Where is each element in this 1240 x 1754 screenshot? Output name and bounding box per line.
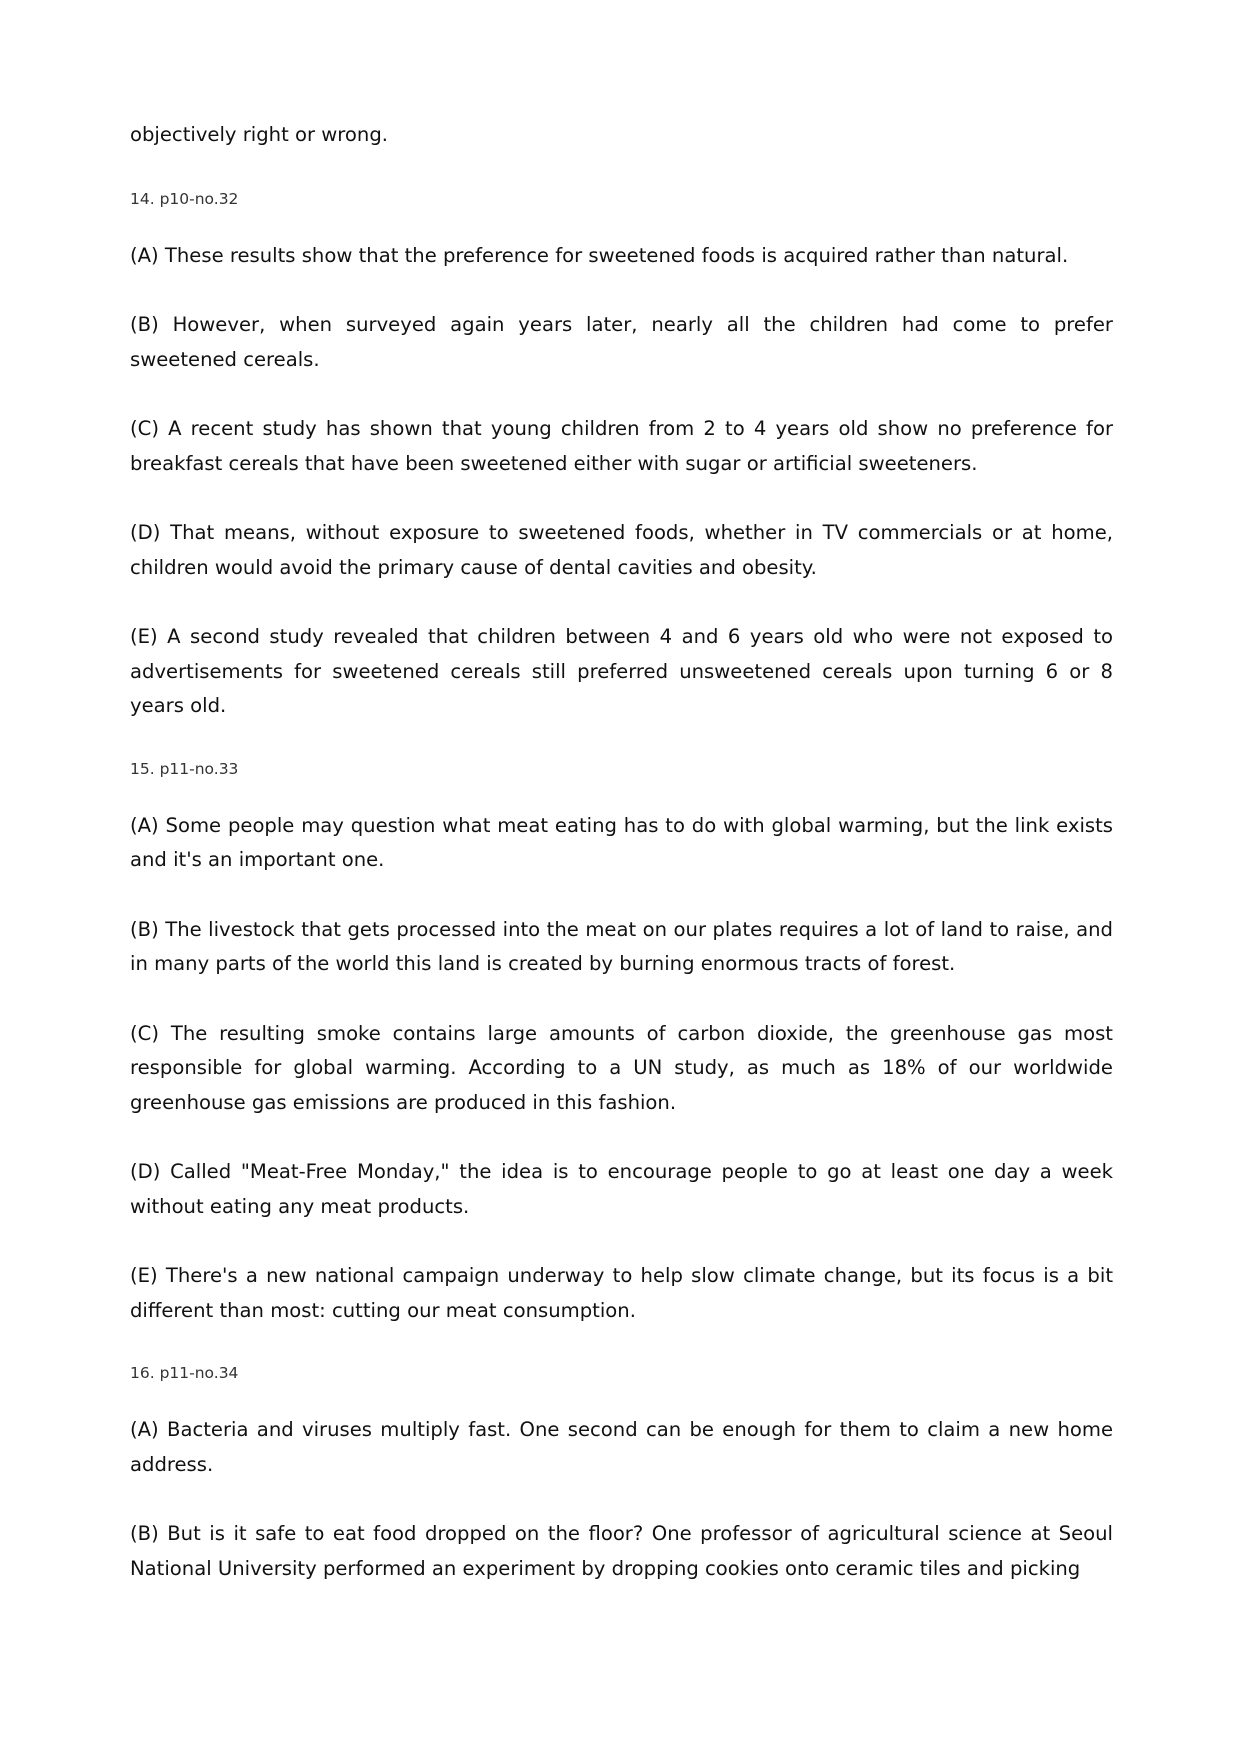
option-e: (E) A second study revealed that children between 4 and 6 years old who were not exposed to advertisements for sweetened cereals still preferred unsweetened cereals upon turning 6 or 8 years old.	[130, 625, 1113, 717]
question-header: 16. p11-no.34	[130, 1364, 239, 1382]
option-a: (A) Bacteria and viruses multiply fast. One second can be enough for them to claim a new home address.	[130, 1418, 1113, 1476]
question-14	[130, 189, 1113, 724]
option-d: (D) Called "Meat-Free Monday," the idea is to encourage people to go at least one day a week without eating any meat products.	[130, 1160, 1113, 1218]
question-16	[130, 1363, 1113, 1586]
option-c: (C) The resulting smoke contains large amounts of carbon dioxide, the greenhouse gas most responsible for global warming. According to a UN study, as much as 18% of our worldwide greenhouse gas emissions are produced in this fashion.	[130, 1021, 1113, 1114]
option-d: (D) That means, without exposure to sweetened foods, whether in TV commercials or at home, children would avoid the primary cause of dental cavities and obesity.	[130, 521, 1113, 579]
question-header: 15. p11-no.33	[130, 759, 239, 778]
option-c: (C) A recent study has shown that young children from 2 to 4 years old show no preference for breakfast cereals that have been sweetened either with sugar or artificial sweeteners.	[130, 417, 1113, 475]
option-b: (B) But is it safe to eat food dropped on the floor? One professor of agricultural science at Seoul National University performed an experiment by dropping cookies onto ceramic tiles and picking	[130, 1522, 1113, 1580]
option-b: (B) The livestock that gets processed into the meat on our plates requires a lot of land to raise, and in many parts of the world this land is created by burning enormous tracts of forest.	[130, 917, 1113, 975]
option-a: (A) These results show that the preference for sweetened foods is acquired rather than natural.	[130, 243, 1069, 267]
question-header: 14. p10-no.32	[130, 189, 239, 208]
option-a: (A) Some people may question what meat eating has to do with global warming, but the link exists and it's an important one.	[130, 813, 1113, 871]
option-b: (B) However, when surveyed again years later, nearly all the children had come to prefer sweetened cereals.	[130, 313, 1113, 371]
question-15	[130, 759, 1113, 1329]
option-e: (E) There's a new national campaign underway to help slow climate change, but its focus is a bit different than most: cutting our meat consumption.	[130, 1264, 1113, 1322]
document-page	[130, 118, 1113, 1621]
continued-text: objectively right or wrong.	[130, 123, 389, 146]
